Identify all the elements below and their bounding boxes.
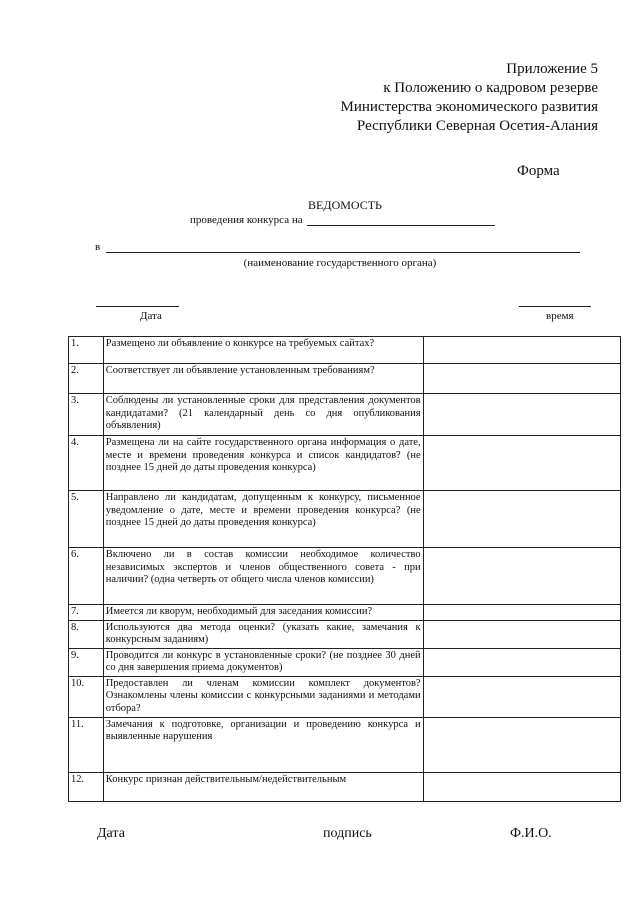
table-row bbox=[69, 605, 621, 621]
table-row bbox=[69, 717, 621, 772]
org-name-blank[interactable] bbox=[106, 241, 580, 253]
table-row bbox=[69, 436, 621, 491]
row-question: Используются два метода оценки? (указать какие, замечания к конкурсным заданиям) bbox=[103, 620, 423, 648]
row-number: 7. bbox=[69, 605, 104, 621]
row-answer-cell[interactable] bbox=[423, 620, 620, 648]
row-question: Размещена ли на сайте государственного органа информация о дате, месте и времени проведения конкурса и список кандидатов? (не позднее 15 дней до даты проведения конкурса) bbox=[103, 436, 423, 491]
appendix-line: к Положению о кадровом резерве bbox=[383, 80, 598, 96]
row-number: 6. bbox=[69, 548, 104, 605]
row-answer-cell[interactable] bbox=[423, 491, 620, 548]
org-prefix: в bbox=[95, 241, 101, 253]
checklist-table bbox=[68, 336, 621, 802]
signature-sign-label: подпись bbox=[323, 826, 372, 841]
signature-name-label: Ф.И.О. bbox=[510, 826, 552, 841]
row-number: 11. bbox=[69, 717, 104, 772]
time-caption: время bbox=[546, 310, 574, 322]
appendix-header bbox=[341, 60, 598, 136]
row-number: 9. bbox=[69, 648, 104, 676]
table-row bbox=[69, 548, 621, 605]
row-number: 1. bbox=[69, 337, 104, 364]
row-question: Направлено ли кандидатам, допущенным к конкурсу, письменное уведомление о дате, месте и времени проведения конкурса? (не позднее 15 дней до даты проведения конкурса) bbox=[103, 491, 423, 548]
row-answer-cell[interactable] bbox=[423, 717, 620, 772]
row-number: 3. bbox=[69, 394, 104, 436]
table-row bbox=[69, 394, 621, 436]
row-number: 8. bbox=[69, 620, 104, 648]
row-question: Включено ли в состав комиссии необходимое количество независимых экспертов и членов общественного совета - при наличии? (одна четверть от общего числа членов комиссии) bbox=[103, 548, 423, 605]
row-question: Соответствует ли объявление установленным требованиям? bbox=[103, 364, 423, 394]
table-row bbox=[69, 620, 621, 648]
appendix-line: Министерства экономического развития bbox=[340, 99, 598, 115]
row-question: Предоставлен ли членам комиссии комплект документов? Ознакомлены члены комиссии с конкурсными заданиями и методами отбора? bbox=[103, 676, 423, 717]
row-number: 5. bbox=[69, 491, 104, 548]
document-title: ВЕДОМОСТЬ bbox=[308, 198, 382, 212]
row-answer-cell[interactable] bbox=[423, 605, 620, 621]
appendix-line: Республики Северная Осетия-Алания bbox=[356, 118, 598, 134]
row-question: Размещено ли объявление о конкурсе на требуемых сайтах? bbox=[103, 337, 423, 364]
row-answer-cell[interactable] bbox=[423, 648, 620, 676]
date-blank[interactable] bbox=[96, 306, 179, 307]
org-caption: (наименование государственного органа) bbox=[243, 257, 437, 269]
table-row bbox=[69, 491, 621, 548]
row-answer-cell[interactable] bbox=[423, 364, 620, 394]
row-question: Имеется ли кворум, необходимый для заседания комиссии? bbox=[103, 605, 423, 621]
signature-date-label: Дата bbox=[97, 826, 125, 841]
row-question: Соблюдены ли установленные сроки для представления документов кандидатами? (21 календарный день со дня опубликования объявления) bbox=[103, 394, 423, 436]
date-caption: Дата bbox=[140, 310, 162, 322]
row-number: 10. bbox=[69, 676, 104, 717]
org-row bbox=[95, 241, 580, 253]
conduct-label: проведения конкурса на bbox=[190, 214, 303, 226]
table-row bbox=[69, 364, 621, 394]
row-number: 12. bbox=[69, 772, 104, 801]
row-question: Замечания к подготовке, организации и проведению конкурса и выявленные нарушения bbox=[103, 717, 423, 772]
contest-name-blank[interactable] bbox=[307, 214, 495, 226]
row-answer-cell[interactable] bbox=[423, 548, 620, 605]
table-row bbox=[69, 337, 621, 364]
form-label: Форма bbox=[517, 163, 560, 179]
row-number: 2. bbox=[69, 364, 104, 394]
table-row bbox=[69, 648, 621, 676]
row-answer-cell[interactable] bbox=[423, 676, 620, 717]
table-row bbox=[69, 676, 621, 717]
table-row bbox=[69, 772, 621, 801]
appendix-line: Приложение 5 bbox=[506, 61, 598, 77]
row-answer-cell[interactable] bbox=[423, 772, 620, 801]
time-blank[interactable] bbox=[519, 306, 591, 307]
row-number: 4. bbox=[69, 436, 104, 491]
row-answer-cell[interactable] bbox=[423, 394, 620, 436]
row-answer-cell[interactable] bbox=[423, 337, 620, 364]
row-answer-cell[interactable] bbox=[423, 436, 620, 491]
conduct-row bbox=[190, 214, 495, 226]
row-question: Конкурс признан действительным/недействительным bbox=[103, 772, 423, 801]
row-question: Проводится ли конкурс в установленные сроки? (не позднее 30 дней со дня завершения приема документов) bbox=[103, 648, 423, 676]
